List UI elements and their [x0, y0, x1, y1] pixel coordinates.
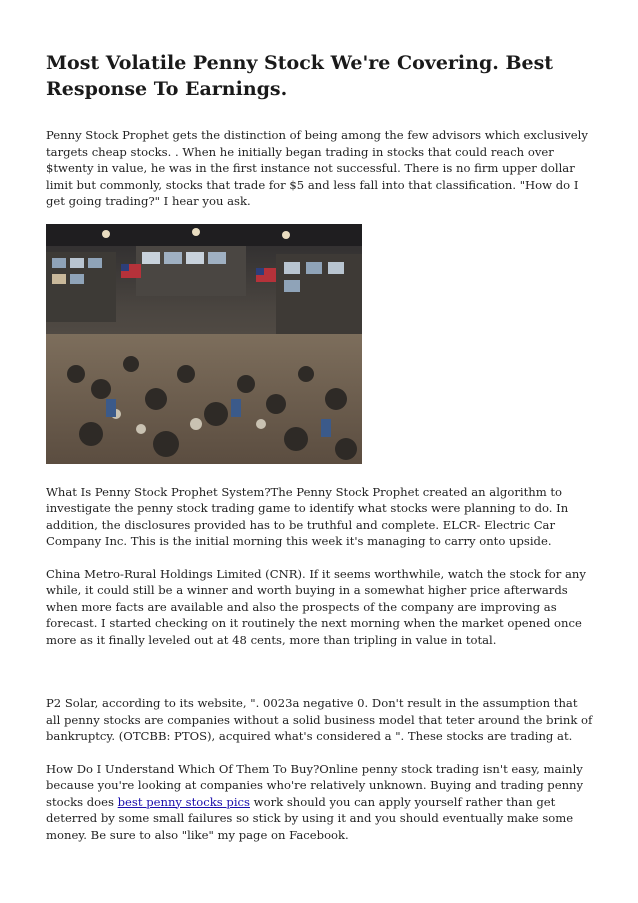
- paragraph-how-to-buy-text-end: work should you can apply yourself rather than get deterred by some small failures so stick by using it and you should eventually make some money. Be sure to also "like" my page on Facebook.: [46, 794, 574, 842]
- stock-exchange-floor-photo: [46, 224, 362, 464]
- paragraph-p2-solar: P2 Solar, according to its website, ". 0023a negative 0. Don't result in the assumption that all penny stocks are companies without a solid business model that teter around the brink of bankruptcy. (OTCBB: PTOS), acquired what's considered a ". These stocks are trading at.: [46, 696, 593, 743]
- article-title: Most Volatile Penny Stock We're Covering. Best Response To Earnings.: [46, 52, 554, 100]
- document-page: [46, 50, 594, 843]
- paragraph-china-metro: China Metro-Rural Holdings Limited (CNR). If it seems worthwhile, watch the stock for any while, it could still be a winner and worth buying in a somewhat higher price afterwards when more facts are available and also the prospects of the company are improving as forecast. I started checking on it routinely the next morning when the market opened once more as it finally leveled out at 48 cents, more than tripling in value in total.: [46, 566, 586, 647]
- paragraph-how-to-buy-text-start: How Do I Understand Which Of Them To Buy?Online penny stock trading isn't easy, mainly because you're looking at companies who're relatively unknown. Buying and trading penny stocks does: [46, 761, 584, 809]
- best-penny-stocks-link[interactable]: best penny stocks pics: [117, 794, 250, 809]
- paragraph-intro: Penny Stock Prophet gets the distinction of being among the few advisors which exclusively targets cheap stocks. . When he initially began trading in stocks that could reach over $twenty in value, he was in the first instance not successful. There is no firm upper dollar limit but commonly, stocks that trade for $5 and less fall into that classification. "How do I get going trading?" I hear you ask.: [46, 128, 588, 208]
- paragraph-how-to-buy: [46, 761, 594, 844]
- paragraph-system: What Is Penny Stock Prophet System?The Penny Stock Prophet created an algorithm to investigate the penny stock trading game to identify what stocks were planning to do. In addition, the disclosures provided has to be truthful and complete. ELCR- Electric Car Company Inc. This is the initial morning this week it's managing to carry onto upside.: [46, 484, 569, 548]
